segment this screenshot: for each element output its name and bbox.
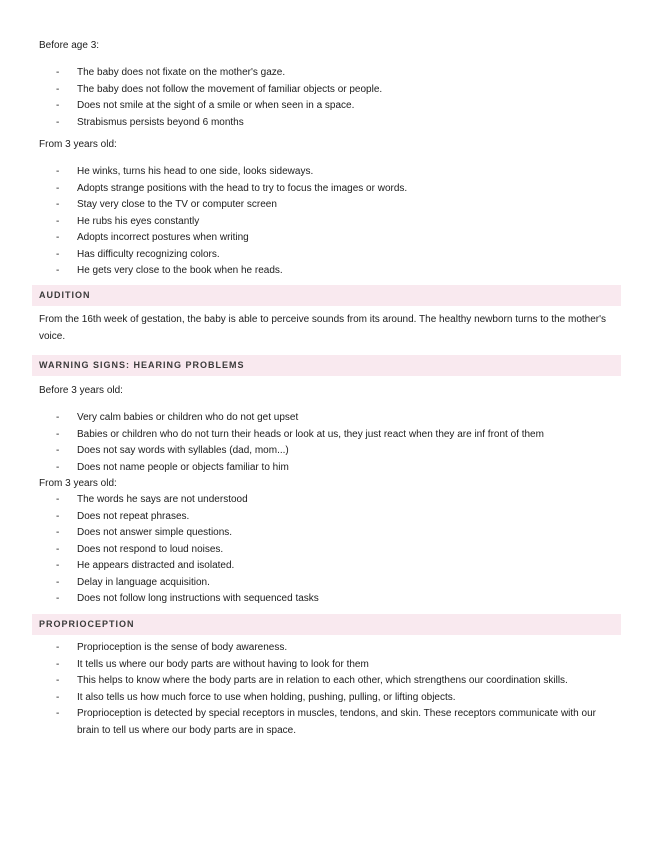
list-item <box>39 197 619 214</box>
bullet-dash: - <box>56 527 60 538</box>
list-item <box>39 673 619 690</box>
list-item <box>39 82 619 99</box>
list-item-text: He rubs his eyes constantly <box>77 215 200 227</box>
bullet-dash: - <box>56 215 60 227</box>
bullet-dash: - <box>56 428 60 440</box>
bullet-dash: - <box>56 116 60 128</box>
hearing-from-list <box>39 492 619 608</box>
list-item-text: Stay very close to the TV or computer screen <box>77 199 277 210</box>
list-item-text: He appears distracted and isolated. <box>77 560 235 571</box>
list-item-text: Delay in language acquisition. <box>77 576 210 588</box>
list-item-text: Strabismus persists beyond 6 months <box>77 116 244 128</box>
bullet-dash: - <box>56 560 60 571</box>
list-item-text: Does not smile at the sight of a smile or when seen in a space. <box>77 100 355 111</box>
bullet-dash: - <box>56 248 60 260</box>
bullet-dash: - <box>56 232 60 243</box>
list-item-text: Has difficulty recognizing colors. <box>77 248 220 260</box>
list-item <box>39 542 619 559</box>
list-item-text: He gets very close to the book when he reads. <box>77 265 283 276</box>
bullet-dash: - <box>56 182 60 194</box>
list-item <box>39 492 619 509</box>
list-item <box>39 509 619 526</box>
list-item-text: Does not respond to loud noises. <box>77 543 224 555</box>
list-item <box>39 427 619 444</box>
bullet-dash: - <box>56 199 60 210</box>
list-item-text: This helps to know where the body parts are in relation to each other, which strengthens our coordination skills. <box>77 675 568 686</box>
bullet-dash: - <box>56 166 60 177</box>
bullet-dash: - <box>56 412 60 423</box>
list-item <box>39 591 619 608</box>
list-item-text: Does not name people or objects familiar to him <box>77 461 289 473</box>
list-item <box>39 690 619 707</box>
list-item-text: It also tells us how much force to use when holding, pushing, pulling, or lifting objects. <box>77 691 456 703</box>
from-3-vision-list <box>39 164 619 280</box>
list-item <box>39 115 619 132</box>
list-item-text: Does not say words with syllables (dad, mom...) <box>77 445 289 456</box>
bullet-dash: - <box>56 691 60 703</box>
list-item-text: Does not repeat phrases. <box>77 510 190 522</box>
list-item <box>39 263 619 280</box>
bullet-dash: - <box>56 83 60 95</box>
audition-paragraph: From the 16th week of gestation, the baby is able to perceive sounds from its around. The healthy newborn turns to the mother's voice. <box>39 314 607 342</box>
bullet-dash: - <box>56 510 60 522</box>
bullet-dash: - <box>56 265 60 276</box>
list-item <box>39 443 619 460</box>
list-item <box>39 98 619 115</box>
list-item-text: Proprioception is the sense of body awareness. <box>77 642 288 653</box>
list-item <box>39 525 619 542</box>
bullet-dash: - <box>56 67 60 78</box>
bullet-dash: - <box>56 708 60 719</box>
list-item-text: He winks, turns his head to one side, looks sideways. <box>77 166 314 177</box>
hearing-from-heading: From 3 years old: <box>39 478 117 489</box>
audition-title: AUDITION <box>39 290 91 300</box>
audition-section-header <box>32 285 621 306</box>
hearing-before-list <box>39 410 619 476</box>
before-age-3-list <box>39 65 619 131</box>
bullet-dash: - <box>56 494 60 505</box>
proprioception-title: PROPRIOCEPTION <box>39 619 135 629</box>
list-item <box>39 640 619 657</box>
bullet-dash: - <box>56 445 60 456</box>
list-item <box>39 181 619 198</box>
hearing-warning-title: WARNING SIGNS: HEARING PROBLEMS <box>39 360 245 370</box>
bullet-dash: - <box>56 100 60 111</box>
list-item <box>39 706 619 739</box>
before-age-3-heading: Before age 3: <box>39 40 100 51</box>
list-item-text: Adopts strange positions with the head to try to focus the images or words. <box>77 182 408 194</box>
bullet-dash: - <box>56 576 60 588</box>
bullet-dash: - <box>56 461 60 473</box>
list-item-text: Very calm babies or children who do not get upset <box>77 412 299 423</box>
list-item-text: Adopts incorrect postures when writing <box>77 232 249 243</box>
hearing-before-heading: Before 3 years old: <box>39 385 123 396</box>
list-item <box>39 410 619 427</box>
list-item-text: The words he says are not understood <box>77 494 248 505</box>
list-item <box>39 575 619 592</box>
list-item <box>39 558 619 575</box>
proprioception-section-header <box>32 614 621 635</box>
list-item <box>39 247 619 264</box>
list-item <box>39 214 619 231</box>
proprioception-list <box>39 640 619 739</box>
list-item-text: Does not follow long instructions with sequenced tasks <box>77 593 319 604</box>
list-item-text: Babies or children who do not turn their heads or look at us, they just react when they are inf front of them <box>77 428 544 440</box>
list-item-text: It tells us where our body parts are without having to look for them <box>77 658 369 670</box>
list-item-text: The baby does not follow the movement of familiar objects or people. <box>77 83 383 95</box>
list-item <box>39 65 619 82</box>
list-item-text: Does not answer simple questions. <box>77 527 233 538</box>
bullet-dash: - <box>56 543 60 555</box>
list-item <box>39 657 619 674</box>
list-item-text: The baby does not fixate on the mother's gaze. <box>77 67 286 78</box>
bullet-dash: - <box>56 675 60 686</box>
bullet-dash: - <box>56 593 60 604</box>
hearing-warning-section-header <box>32 355 621 376</box>
list-item <box>39 230 619 247</box>
list-item-text: Proprioception is detected by special receptors in muscles, tendons, and skin. These receptors communicate with our brain to tell us where our body parts are in space. <box>77 708 596 736</box>
from-3-vision-heading: From 3 years old: <box>39 139 117 150</box>
list-item <box>39 164 619 181</box>
bullet-dash: - <box>56 642 60 653</box>
bullet-dash: - <box>56 658 60 670</box>
list-item <box>39 460 619 477</box>
